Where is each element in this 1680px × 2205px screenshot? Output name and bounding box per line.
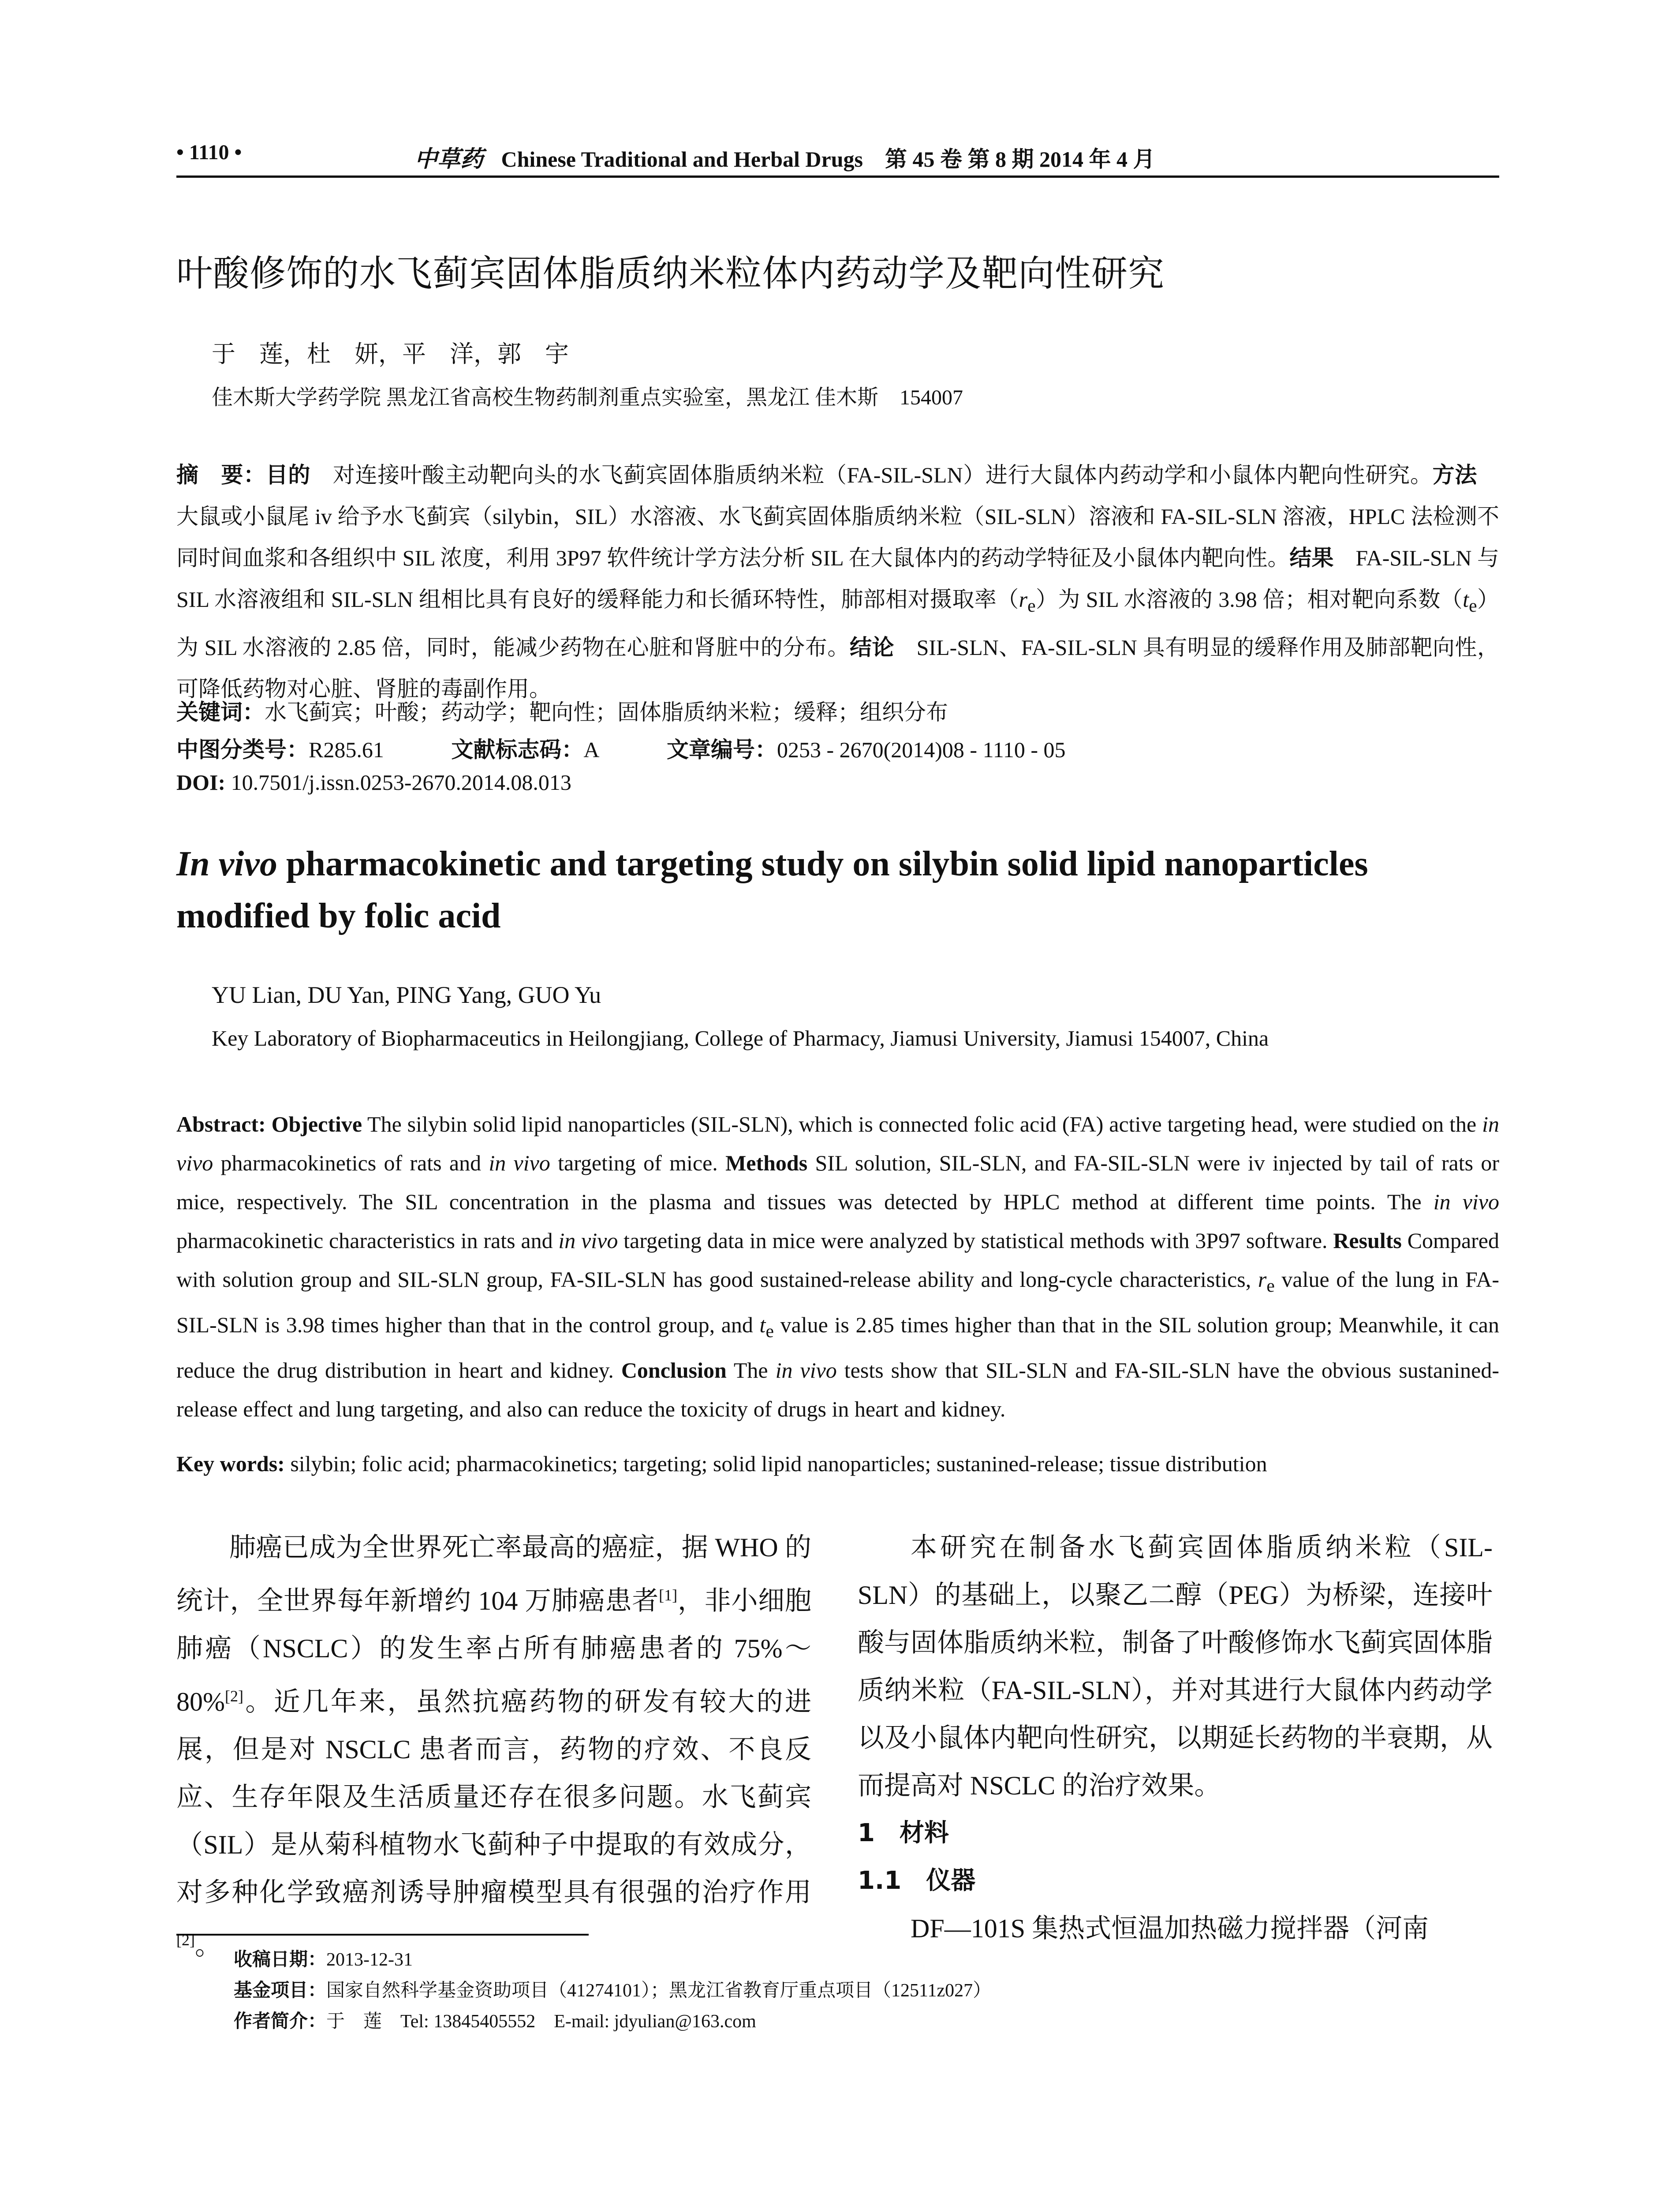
italic-in-vivo: in vivo (489, 1151, 550, 1175)
citation-link[interactable]: [2] (176, 1931, 195, 1949)
paragraph-text: 肺癌已成为全世界死亡率最高的癌症，据 WHO 的统计，全世界每年新增约 104 万肺癌患者 (176, 1533, 811, 1615)
conclusion-text: SIL-SLN、FA-SIL-SLN 具有明显的缓释作用及肺部靶向性，可降低药物对心脏、肾脏的毒副作用。 (176, 635, 1499, 701)
citation-link[interactable]: [1] (659, 1586, 678, 1604)
methods-label: Methods (725, 1151, 808, 1175)
italic-in-vivo: in vivo (1433, 1189, 1499, 1214)
keywords-text: 水飞蓟宾；叶酸；药动学；靶向性；固体脂质纳米粒；缓释；组织分布 (265, 700, 948, 725)
body-left-column (176, 1524, 811, 1970)
doi-label: DOI: (176, 770, 226, 795)
english-title-italic: In vivo (176, 845, 277, 883)
article-number-label: 文章编号： (666, 737, 777, 762)
english-title-text: pharmacokinetic and targeting study on silybin solid lipid nanoparticles modified by folic acid (176, 845, 1368, 935)
footnote-text: 于 莲 Tel: 13845405552 E-mail: jdyulian@163.com (326, 2011, 756, 2032)
conclusion-label: Conclusion (621, 1358, 727, 1383)
objective-text: 对连接叶酸主动靶向头的水飞蓟宾固体脂质纳米粒（FA-SIL-SLN）进行大鼠体内药动学和小鼠体内靶向性研究。 (310, 463, 1433, 487)
body-right-column (858, 1524, 1493, 1952)
te-symbol: t (759, 1312, 766, 1337)
conclusion-text: The (726, 1358, 776, 1383)
footnote-received (234, 1945, 413, 1971)
objective-text: targeting of mice. (550, 1151, 726, 1175)
keywords-text: silybin; folic acid; pharmacokinetics; targeting; solid lipid nanoparticles; sustanined-release; tissue distribution (284, 1451, 1267, 1476)
footnote-rule (176, 1934, 589, 1936)
conclusion-label: 结论 (849, 635, 895, 660)
page-number: • 1110 • (176, 141, 242, 164)
objective-label: 目的 (265, 462, 311, 488)
doi-line (176, 770, 571, 795)
keywords-label: 关键词： (176, 699, 265, 725)
paragraph-text: ，非小细胞肺癌（NSCLC）的发生率占所有肺癌患者的 75%～80% (176, 1586, 812, 1716)
doi-link[interactable]: 10.7501/j.issn.0253-2670.2014.08.013 (225, 770, 571, 795)
methods-text: pharmacokinetic characteristics in rats and (176, 1228, 559, 1253)
chinese-title: 叶酸修饰的水飞蓟宾固体脂质纳米粒体内药动学及靶向性研究 (176, 253, 1165, 295)
footnote-text: 2013-12-31 (326, 1950, 413, 1970)
chinese-keywords (176, 695, 948, 726)
body-paragraph (176, 1524, 811, 1970)
italic-in-vivo: in vivo (176, 1112, 1500, 1175)
footnote-text: 国家自然科学基金资助项目（41274101）；黑龙江省教育厅重点项目（12511z027） (326, 1981, 992, 2001)
conclusion-text: tests show that SIL-SLN and FA-SIL-SLN have the obvious sustanined-release effect and lung targeting, and also can reduce the toxicity of drugs in heart and kidney. (176, 1358, 1499, 1421)
re-symbol: r (1258, 1267, 1267, 1292)
te-symbol: t (1463, 587, 1469, 612)
results-text: ）为 SIL 水溶液的 3.98 倍；相对靶向系数（ (1035, 587, 1463, 612)
chinese-authors: 于 莲，杜 妍，平 洋，郭 宇 (212, 341, 569, 367)
footnote-funding (234, 1976, 991, 2002)
paragraph-text: 。近几年来，虽然抗癌药物的研发有较大的进展，但是对 NSCLC 患者而言，药物的疗效、不良反应、生存年限及生活质量还存在很多问题。水飞蓟宾（SIL）是从菊科植物水飞蓟种子中提取的有效成分，对多种化学致癌剂诱导肿瘤模型具有很强的治疗作用 (176, 1687, 811, 1907)
journal-header (414, 140, 1155, 173)
abstract-label: 摘 要： (176, 462, 266, 488)
re-subscript: e (1027, 596, 1036, 616)
methods-text: SIL solution, SIL-SLN, and FA-SIL-SLN were iv injected by tail of rats or mice, respectively. The SIL concentration in the plasma and tissues was detected by HPLC method at different time points. The (176, 1151, 1499, 1214)
chinese-abstract (176, 454, 1499, 710)
footnote-label: 收稿日期： (234, 1948, 327, 1970)
journal-logo: 中草药 (414, 146, 484, 172)
chinese-affiliation: 佳木斯大学药学院 黑龙江省高校生物药制剂重点实验室，黑龙江 佳木斯 154007 (212, 386, 963, 409)
section-heading: 1 材料 (858, 1819, 949, 1847)
classification-line (176, 732, 1127, 764)
article-number-value: 0253 - 2670(2014)08 - 1110 - 05 (777, 737, 1066, 762)
english-keywords (176, 1451, 1267, 1476)
results-text: value of the lung in FA-SIL-SLN is 3.98 times higher than that in the control group, and (176, 1267, 1499, 1337)
running-header (176, 140, 1499, 176)
results-label: Results (1333, 1228, 1402, 1253)
class-label: 中图分类号： (176, 737, 309, 762)
english-title (176, 838, 1499, 942)
footnote-label: 基金项目： (234, 1979, 327, 2001)
results-text: value is 2.85 times higher than that in the SIL solution group; Meanwhile, it can reduce the drug distribution in heart and kidney. (176, 1312, 1499, 1383)
subsection-heading: 1.1 仪器 (858, 1866, 976, 1895)
italic-in-vivo: in vivo (558, 1228, 618, 1253)
methods-label: 方法 (1432, 462, 1478, 488)
body-paragraph: DF—101S 集热式恒温加热磁力搅拌器（河南 (911, 1914, 1429, 1943)
class-value: R285.61 (309, 737, 384, 762)
objective-text: The silybin solid lipid nanoparticles (SIL-SLN), which is connected folic acid (FA) active targeting head, were studied on the (362, 1112, 1482, 1136)
citation-link[interactable]: [2] (224, 1687, 243, 1705)
results-text: ）为 SIL 水溶液的 2.85 倍，同时，能减少药物在心脏和肾脏中的分布。 (176, 587, 1499, 660)
footnote-label: 作者简介： (234, 2010, 327, 2032)
results-text: Compared with solution group and SIL-SLN group, FA-SIL-SLN has good sustained-release ability and long-cycle characteristics, (176, 1228, 1499, 1292)
footnote-author (234, 2007, 756, 2033)
doc-code-label: 文献标志码： (451, 737, 584, 762)
english-abstract (176, 1105, 1499, 1428)
keywords-label: Key words: (176, 1451, 285, 1476)
english-authors: YU Lian, DU Yan, PING Yang, GUO Yu (212, 982, 601, 1008)
te-subscript: e (765, 1321, 774, 1342)
results-label: 结果 (1289, 545, 1334, 571)
re-symbol: r (1019, 587, 1028, 612)
doc-code-value: A (583, 737, 600, 762)
body-paragraph: 本研究在制备水飞蓟宾固体脂质纳米粒（SIL-SLN）的基础上，以聚乙二醇（PEG）为桥梁，连接叶酸与固体脂质纳米粒，制备了叶酸修饰水飞蓟宾固体脂质纳米粒（FA-SIL-SLN），并对其进行大鼠体内药动学以及小鼠体内靶向性研究，以期延长药物的半衰期，从而提高对 NSCLC 的治疗效果。 (858, 1533, 1493, 1800)
journal-info: Chinese Traditional and Herbal Drugs 第 45 卷 第 8 期 2014 年 4 月 (501, 147, 1155, 172)
abstract-objective-label: Abstract: Objective (176, 1112, 362, 1136)
re-subscript: e (1266, 1276, 1275, 1296)
header-rule (176, 176, 1499, 178)
paragraph-text: 。 (194, 1931, 221, 1960)
results-text: FA-SIL-SLN 与 SIL 水溶液组和 SIL-SLN 组相比具有良好的缓释能力和长循环特性，肺部相对摄取率（ (176, 546, 1499, 612)
methods-text: targeting data in mice were analyzed by statistical methods with 3P97 software. (618, 1228, 1333, 1253)
methods-text: 大鼠或小鼠尾 iv 给予水飞蓟宾（silybin，SIL）水溶液、水飞蓟宾固体脂质纳米粒（SIL-SLN）溶液和 FA-SIL-SLN 溶液，HPLC 法检测不同时间血浆和各组织中 SIL 浓度，利用 3P97 软件统计学方法分析 SIL 在大鼠体内的药动学特征及小鼠体内靶向性。 (176, 463, 1500, 570)
italic-in-vivo: in vivo (775, 1358, 837, 1383)
english-affiliation: Key Laboratory of Biopharmaceutics in Heilongjiang, College of Pharmacy, Jiamusi University, Jiamusi 154007, China (212, 1026, 1269, 1050)
te-subscript: e (1469, 596, 1477, 616)
objective-text: pharmacokinetics of rats and (213, 1151, 489, 1175)
